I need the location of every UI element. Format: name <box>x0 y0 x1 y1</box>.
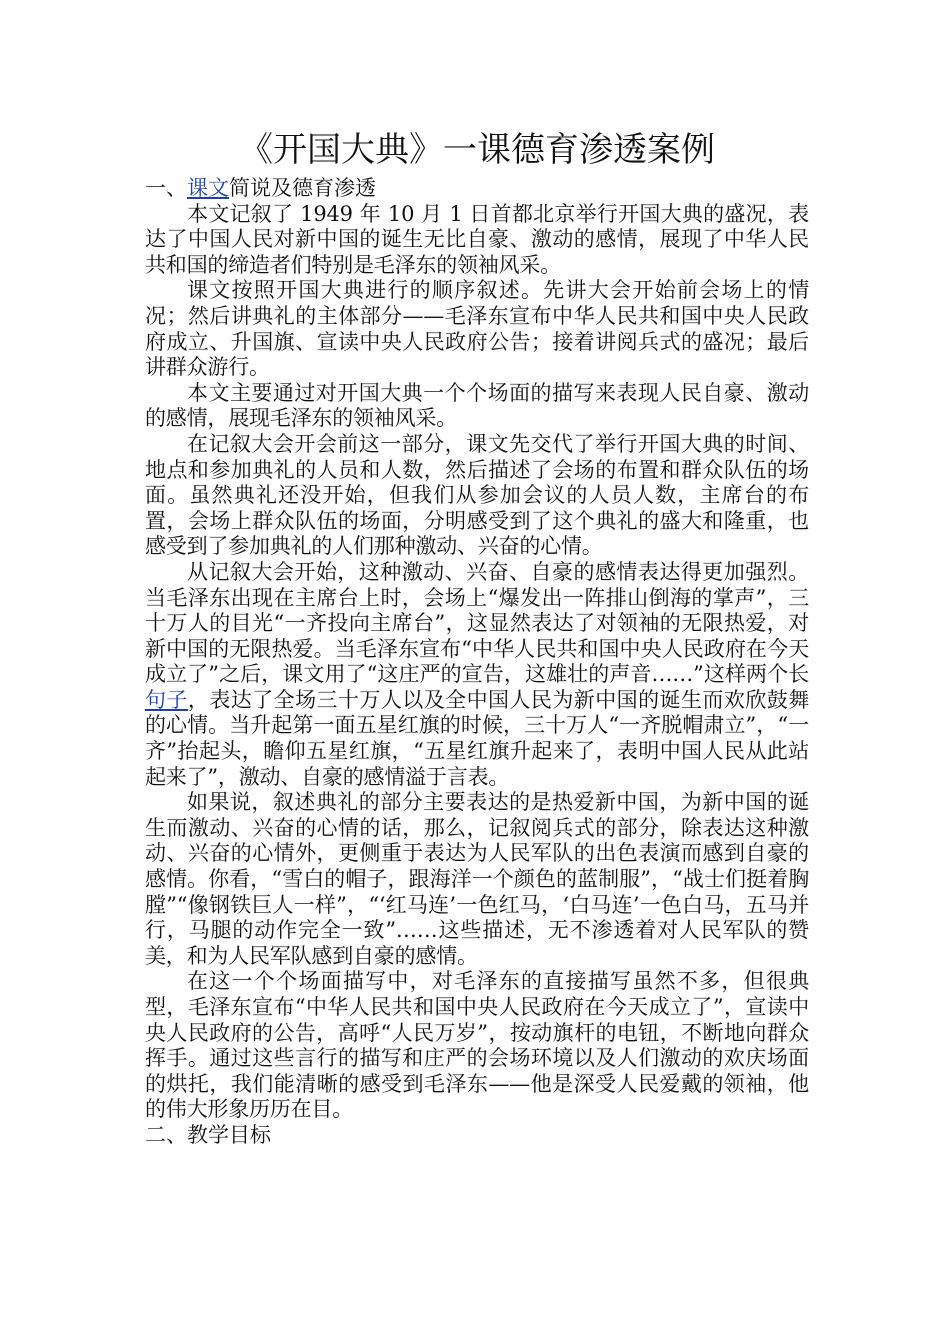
paragraph-5 <box>145 560 809 790</box>
section-heading-2: 二、教学目标 <box>145 1122 271 1147</box>
paragraph-3: 本文主要通过对开国大典一个个场面的描写来表现人民自豪、激动的感情，展现毛泽东的领袖风采。 <box>145 380 809 431</box>
section-heading-1 <box>145 176 809 202</box>
juzi-link[interactable]: 句子 <box>145 687 188 712</box>
section-heading-1-prefix: 一、 <box>145 176 187 200</box>
paragraph-1: 本文记叙了 1949 年 10 月 1 日首都北京举行开国大典的盛况，表达了中国人民对新中国的诞生无比自豪、激动的感情，展现了中华人民共和国的缔造者们特别是毛泽东的领袖风采。 <box>145 201 809 277</box>
paragraph-5-after: ，表达了全场三十万人以及全中国人民为新中国的诞生而欢欣鼓舞的心情。当升起第一面五星红旗的时候，三十万人“一齐脱帽肃立”，“一齐”抬起头，瞻仰五星红旗，“五星红旗升起来了，表明中国人民从此站起来了”，激动、自豪的感情溢于言表。 <box>145 687 809 789</box>
paragraph-7: 在这一个个场面描写中，对毛泽东的直接描写虽然不多，但很典型，毛泽东宣布“中华人民共和国中央人民政府在今天成立了”，宣读中央人民政府的公告，高呼“人民万岁”，按动旗杆的电钮，不断地向群众挥手。通过这些言行的描写和庄严的会场环境以及人们激动的欢庆场面的烘托，我们能清晰的感受到毛泽东——他是深受人民爱戴的领袖，他的伟大形象历历在目。 <box>145 969 809 1122</box>
document-page <box>145 128 809 1149</box>
paragraph-4: 在记叙大会开会前这一部分，课文先交代了举行开国大典的时间、地点和参加典礼的人员和人数，然后描述了会场的布置和群众队伍的场面。虽然典礼还没开始，但我们从参加会议的人员人数，主席台的布置，会场上群众队伍的场面，分明感受到了这个典礼的盛大和隆重，也感受到了参加典礼的人们那种激动、兴奋的心情。 <box>145 431 809 559</box>
paragraph-5-before: 从记叙大会开始，这种激动、兴奋、自豪的感情表达得更加强烈。当毛泽东出现在主席台上时，会场上“爆发出一阵排山倒海的掌声”，三十万人的目光“一齐投向主席台”，这显然表达了对领袖的无限热爱，对新中国的无限热爱。当毛泽东宣布“中华人民共和国中央人民政府在今天成立了”之后，课文用了“这庄严的宣告，这雄壮的声音……”这样两个长 <box>145 559 809 687</box>
section-heading-1-suffix: 简说及德育渗透 <box>229 176 376 200</box>
paragraph-2: 课文按照开国大典进行的顺序叙述。先讲大会开始前会场上的情况；然后讲典礼的主体部分——毛泽东宣布中华人民共和国中央人民政府成立、升国旗、宣读中央人民政府公告；接着讲阅兵式的盛况；最后讲群众游行。 <box>145 278 809 380</box>
document-title: 《开国大典》一课德育渗透案例 <box>239 130 715 170</box>
kewen-link[interactable]: 课文 <box>187 176 229 200</box>
paragraph-6: 如果说，叙述典礼的部分主要表达的是热爱新中国，为新中国的诞生而激动、兴奋的心情的话，那么，记叙阅兵式的部分，除表达这种激动、兴奋的心情外，更侧重于表达为人民军队的出色表演而感到自豪的感情。你看，“雪白的帽子，跟海洋一个颜色的蓝制服”，“战士们挺着胸膛”“像钢铁巨人一样”，“‘红马连’一色红马，‘白马连’一色白马，五马并行，马腿的动作完全一致”……这些描述，无不渗透着对人民军队的赞美，和为人民军队感到自豪的感情。 <box>145 790 809 968</box>
